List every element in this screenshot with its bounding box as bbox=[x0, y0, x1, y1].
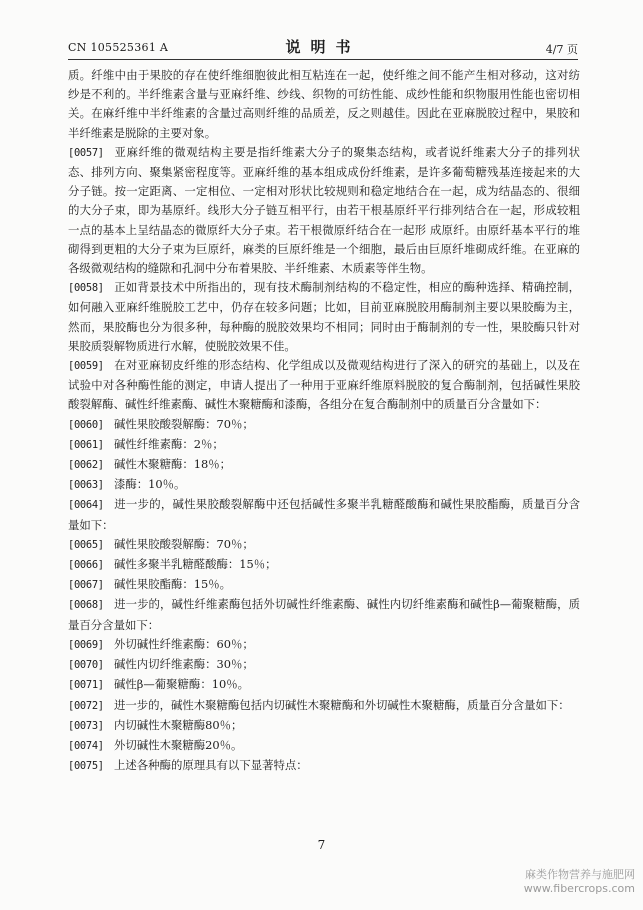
paragraph-number: [0059] bbox=[68, 360, 104, 373]
document-title: 说明书 bbox=[285, 38, 361, 56]
paragraph-number: [0063] bbox=[68, 479, 104, 492]
list-item bbox=[68, 655, 580, 675]
paragraph-number: [0075] bbox=[68, 760, 104, 773]
paragraph-text: 进一步的，碱性纤维素酶包括外切碱性纤维素酶、碱性内切纤维素酶和碱性β—葡聚糖酶，质量百分含量如下： bbox=[68, 597, 580, 632]
paragraph-number: [0073] bbox=[68, 719, 104, 732]
paragraph-number: [0060] bbox=[68, 418, 104, 431]
paragraph-number: [0061] bbox=[68, 438, 104, 451]
paragraph bbox=[68, 495, 580, 534]
item-text: 内切碱性木聚糖酶80％； bbox=[114, 717, 243, 732]
paragraph-number: [0072] bbox=[68, 699, 104, 712]
item-text: 碱性果胶酯酶：15％。 bbox=[114, 577, 232, 592]
item-text: 碱性多聚半乳糖醛酸酶：15％； bbox=[114, 557, 277, 572]
item-text: 上述各种酶的原理具有以下显著特点： bbox=[114, 758, 308, 773]
paragraph-number: [0068] bbox=[68, 599, 104, 612]
item-text: 碱性内切纤维素酶：30％； bbox=[114, 657, 254, 672]
item-text: 碱性果胶酸裂解酶：70％； bbox=[114, 536, 254, 551]
item-text: 外切碱性木聚糖酶20％。 bbox=[114, 737, 243, 752]
list-item bbox=[68, 435, 580, 455]
paragraph-number: [0066] bbox=[68, 559, 104, 572]
paragraph-number: [0074] bbox=[68, 739, 104, 752]
paragraph-text: 进一步的，碱性木聚糖酶包括内切碱性木聚糖酶和外切碱性木聚糖酶，质量百分含量如下： bbox=[114, 697, 570, 712]
list-item bbox=[68, 455, 580, 475]
list-item bbox=[68, 736, 580, 756]
paragraph-number: [0057] bbox=[68, 146, 104, 159]
item-text: 外切碱性纤维素酶：60％； bbox=[114, 636, 254, 651]
list-item bbox=[68, 575, 580, 595]
paragraph-number: [0067] bbox=[68, 579, 104, 592]
watermark-url: www.fibercrops.com bbox=[523, 882, 635, 895]
item-text: 碱性β—葡聚糖酶：10％。 bbox=[114, 677, 249, 692]
list-item bbox=[68, 716, 580, 736]
paragraph-text: 进一步的，碱性果胶酸裂解酶中还包括碱性多聚半乳糖醛酸酶和碱性果胶酯酶，质量百分含量如下： bbox=[68, 497, 580, 532]
page-indicator: 4/7 页 bbox=[545, 43, 578, 56]
paragraph-number: [0062] bbox=[68, 459, 104, 472]
site-watermark bbox=[524, 868, 635, 896]
paragraph-text: 正如背景技术中所指出的，现有技术酶制剂结构的不稳定性，相应的酶种选择、精确控制，如何融入亚麻纤维脱胶工艺中，仍存在较多问题；比如，目前亚麻脱胶用酶制剂主要以果胶酶为主，然而，果胶酶也分为很多种，每种酶的脱胶效果均不相同；同时由于酶制剂的专一性，果胶酶只针对果胶质裂解物质进行水解，使脱胶效果不佳。 bbox=[68, 280, 580, 353]
paragraph-number: [0070] bbox=[68, 659, 104, 672]
page-header bbox=[68, 36, 578, 56]
paragraph-number: [0065] bbox=[68, 538, 104, 551]
paragraph-number: [0064] bbox=[68, 499, 104, 512]
header-divider bbox=[68, 59, 578, 60]
list-item bbox=[68, 675, 580, 695]
paragraph-text: 亚麻纤维的微观结构主要是指纤维素大分子的聚集态结构，或者说纤维素大分子的排列状态、排列方向、聚集紧密程度等。亚麻纤维的基本组成成份纤维素，是许多葡萄糖残基连接起来的大分子链。按一定距离、一定相位、一定相对形状比较规则和稳定地结合在一起，成为结晶态的、很细的大分子束，即为基原纤。线形大分子链互相平行，由若干根基原纤平行排列结合在一起，形成较粗一点的基本上呈结晶态的微原纤大分子束。若干根微原纤结合在一起形 成原纤。由原纤基本平行的堆砌得到更粗的大分子束为巨原纤，麻类的巨原纤维是一个细胞，最后由巨原纤堆砌成纤维。在亚麻的各级微观结构的缝隙和孔洞中分布着果胶、半纤维素、木质素等伴生物。 bbox=[68, 144, 580, 276]
item-text: 漆酶：10％。 bbox=[114, 477, 186, 492]
item-text: 碱性木聚糖酶：18％； bbox=[114, 457, 232, 472]
list-item bbox=[68, 475, 580, 495]
paragraph-number: [0069] bbox=[68, 638, 104, 651]
paragraph bbox=[68, 278, 580, 356]
document-body bbox=[68, 66, 580, 776]
item-text: 碱性纤维素酶：2％； bbox=[114, 436, 224, 451]
list-item bbox=[68, 535, 580, 555]
item-text: 碱性果胶酸裂解酶：70％； bbox=[114, 416, 254, 431]
list-item bbox=[68, 415, 580, 435]
paragraph-number: [0058] bbox=[68, 282, 104, 295]
list-item bbox=[68, 756, 580, 776]
paragraph bbox=[68, 143, 580, 278]
intro-paragraph: 质。纤维中由于果胶的存在使纤维细胞彼此相互粘连在一起，使纤维之间不能产生相对移动，这对纺纱是不利的。半纤维素含量与亚麻纤维、纱线、织物的可纺性能、成纱性能和织物服用性能也密切相关。在麻纤维中半纤维素的含量过高则纤维的品质差，反之则越佳。因此在亚麻脱胶过程中，果胶和半纤维素是脱除的主要对象。 bbox=[68, 68, 580, 140]
paragraph bbox=[68, 595, 580, 634]
paragraph-text: 在对亚麻韧皮纤维的形态结构、化学组成以及微观结构进行了深入的研究的基础上，以及在试验中对各种酶性能的测定，申请人提出了一种用于亚麻纤维原料脱胶的复合酶制剂，包括碱性果胶酸裂解酶、碱性纤维素酶、碱性木聚糖酶和漆酶，各组分在复合酶制剂中的质量百分含量如下： bbox=[68, 358, 580, 412]
paragraph-number: [0071] bbox=[68, 679, 104, 692]
patent-number: CN 105525361 A bbox=[68, 41, 169, 54]
paragraph bbox=[68, 696, 580, 716]
list-item bbox=[68, 635, 580, 655]
watermark-site-name: 麻类作物营养与施肥网 bbox=[525, 868, 635, 881]
list-item bbox=[68, 555, 580, 575]
page-number: 7 bbox=[317, 838, 326, 852]
paragraph bbox=[68, 356, 580, 415]
